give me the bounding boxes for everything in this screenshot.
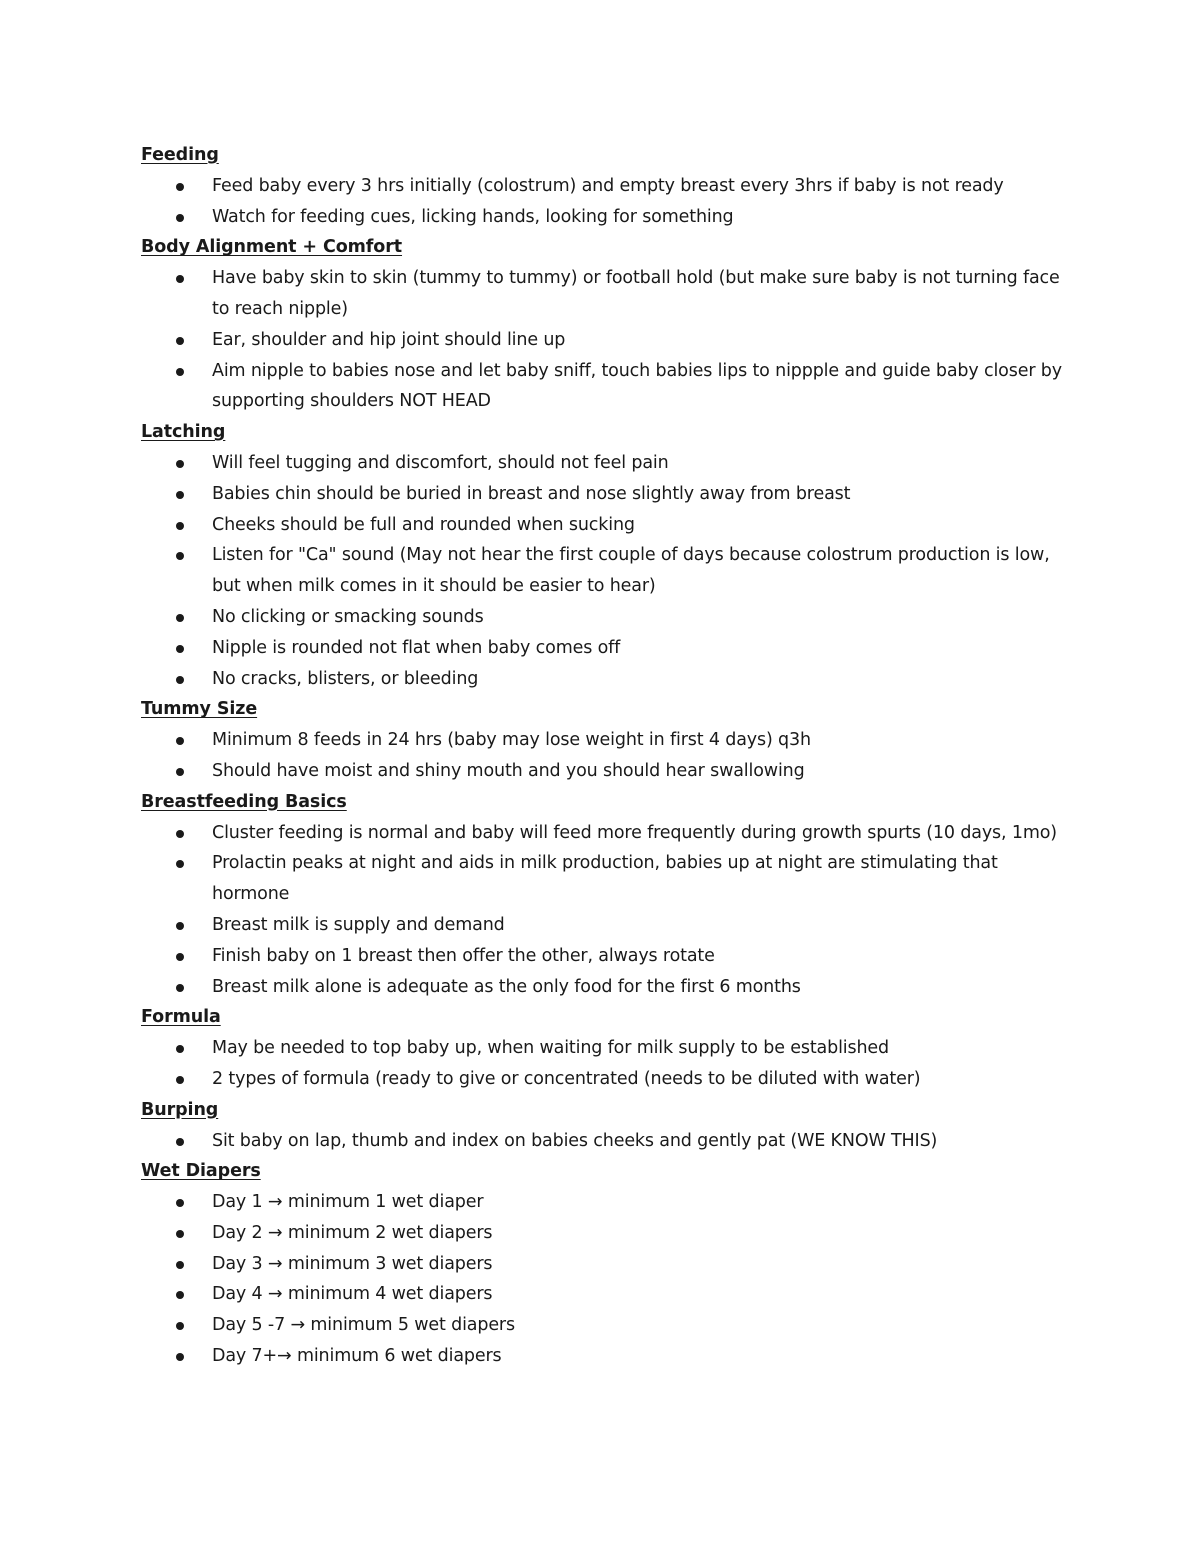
section-heading: Breastfeeding Basics: [141, 791, 347, 812]
list-item: [141, 540, 1071, 602]
bullet-icon: [176, 922, 184, 930]
bullet-icon: [176, 1076, 184, 1084]
bullet-icon: [176, 1353, 184, 1361]
bullet-icon: [176, 676, 184, 684]
list-item: [141, 1218, 1071, 1249]
bullet-icon: [176, 214, 184, 222]
bullet-icon: [176, 1045, 184, 1053]
list-item: [141, 941, 1071, 972]
list-item: [141, 1341, 1071, 1372]
bullet-icon: [176, 368, 184, 376]
bullet-icon: [176, 337, 184, 345]
bullet-icon: [176, 1199, 184, 1207]
section-wet-diapers: [141, 1156, 1071, 1372]
list-item: [141, 325, 1071, 356]
section-breastfeeding-basics: [141, 787, 1071, 1003]
list-item: [141, 202, 1071, 233]
section-heading: Burping: [141, 1099, 219, 1120]
bullet-icon: [176, 953, 184, 961]
bullet-icon: [176, 737, 184, 745]
bullet-icon: [176, 645, 184, 653]
bullet-icon: [176, 984, 184, 992]
list-item: [141, 972, 1071, 1003]
list-item: [141, 1126, 1071, 1157]
list-item-text: Ear, shoulder and hip joint should line up: [212, 329, 566, 350]
section-latching: [141, 417, 1071, 694]
bullet-icon: [176, 522, 184, 530]
list-item-text: Finish baby on 1 breast then offer the other, always rotate: [212, 945, 715, 966]
bullet-icon: [176, 1291, 184, 1299]
bullet-icon: [176, 1230, 184, 1238]
bullet-icon: [176, 491, 184, 499]
list-item-text: Cluster feeding is normal and baby will feed more frequently during growth spurts (10 days, 1mo): [212, 822, 1057, 843]
bullet-icon: [176, 460, 184, 468]
bullet-icon: [176, 1322, 184, 1330]
bullet-icon: [176, 275, 184, 283]
list-item: [141, 910, 1071, 941]
list-item-text: No cracks, blisters, or bleeding: [212, 668, 479, 689]
list-item-text: Day 3 → minimum 3 wet diapers: [212, 1253, 493, 1274]
bullet-list: [141, 1187, 1071, 1372]
bullet-icon: [176, 183, 184, 191]
list-item: [141, 1033, 1071, 1064]
bullet-icon: [176, 830, 184, 838]
bullet-list: [141, 448, 1071, 694]
list-item: [141, 510, 1071, 541]
list-item-text: 2 types of formula (ready to give or concentrated (needs to be diluted with water): [212, 1068, 921, 1089]
document-page: [141, 140, 1071, 1372]
list-item-text: No clicking or smacking sounds: [212, 606, 484, 627]
list-item: [141, 1064, 1071, 1095]
list-item-text: Day 7+→ minimum 6 wet diapers: [212, 1346, 502, 1367]
list-item: [141, 263, 1071, 325]
list-item: [141, 479, 1071, 510]
bullet-list: [141, 1033, 1071, 1095]
bullet-list: [141, 725, 1071, 787]
list-item-text: Day 2 → minimum 2 wet diapers: [212, 1222, 493, 1243]
list-item: [141, 725, 1071, 756]
bullet-icon: [176, 552, 184, 560]
list-item: [141, 1249, 1071, 1280]
list-item-text: Sit baby on lap, thumb and index on babies cheeks and gently pat (WE KNOW THIS): [212, 1130, 938, 1151]
bullet-list: [141, 171, 1071, 233]
list-item-text: Listen for "Ca" sound (May not hear the first couple of days because colostrum production is low, but when milk comes in it should be easier to hear): [212, 545, 1050, 597]
list-item-text: May be needed to top baby up, when waiting for milk supply to be established: [212, 1038, 889, 1059]
bullet-list: [141, 263, 1071, 417]
list-item-text: Breast milk is supply and demand: [212, 914, 505, 935]
list-item: [141, 1187, 1071, 1218]
section-formula: [141, 1002, 1071, 1094]
bullet-icon: [176, 1261, 184, 1269]
list-item-text: Nipple is rounded not flat when baby comes off: [212, 637, 621, 658]
list-item: [141, 633, 1071, 664]
list-item-text: Feed baby every 3 hrs initially (colostrum) and empty breast every 3hrs if baby is not ready: [212, 175, 1004, 196]
list-item-text: Day 5 -7 → minimum 5 wet diapers: [212, 1315, 515, 1336]
section-feeding: [141, 140, 1071, 232]
list-item-text: Have baby skin to skin (tummy to tummy) or football hold (but make sure baby is not turning face to reach nipple): [212, 268, 1060, 319]
section-heading: Formula: [141, 1007, 221, 1028]
section-heading: Latching: [141, 422, 226, 443]
bullet-icon: [176, 614, 184, 622]
section-heading: Feeding: [141, 145, 219, 165]
section-body-alignment: [141, 232, 1071, 417]
list-item-text: Breast milk alone is adequate as the only food for the first 6 months: [212, 976, 801, 997]
list-item: [141, 1310, 1071, 1341]
section-heading: Body Alignment + Comfort: [141, 237, 403, 258]
list-item-text: Aim nipple to babies nose and let baby sniff, touch babies lips to nippple and guide baby closer by supporting shoulders NOT HEAD: [212, 360, 1062, 412]
list-item-text: Should have moist and shiny mouth and you should hear swallowing: [212, 760, 805, 781]
bullet-list: [141, 818, 1071, 1003]
list-item: [141, 356, 1071, 418]
list-item: [141, 448, 1071, 479]
list-item: [141, 664, 1071, 695]
list-item: [141, 756, 1071, 787]
list-item-text: Watch for feeding cues, licking hands, looking for something: [212, 206, 734, 227]
section-heading: Wet Diapers: [141, 1161, 261, 1182]
list-item: [141, 602, 1071, 633]
section-burping: [141, 1095, 1071, 1157]
bullet-list: [141, 1126, 1071, 1157]
list-item: [141, 1279, 1071, 1310]
list-item-text: Babies chin should be buried in breast and nose slightly away from breast: [212, 483, 851, 504]
list-item: [141, 848, 1071, 910]
list-item: [141, 818, 1071, 849]
list-item-text: Will feel tugging and discomfort, should not feel pain: [212, 452, 669, 473]
list-item: [141, 171, 1071, 202]
bullet-icon: [176, 768, 184, 776]
section-tummy-size: [141, 694, 1071, 786]
list-item-text: Minimum 8 feeds in 24 hrs (baby may lose weight in first 4 days) q3h: [212, 730, 811, 751]
list-item-text: Day 1 → minimum 1 wet diaper: [212, 1192, 484, 1213]
bullet-icon: [176, 860, 184, 868]
section-heading: Tummy Size: [141, 699, 258, 720]
list-item-text: Day 4 → minimum 4 wet diapers: [212, 1284, 493, 1305]
list-item-text: Prolactin peaks at night and aids in milk production, babies up at night are stimulating that hormone: [212, 853, 998, 905]
bullet-icon: [176, 1138, 184, 1146]
list-item-text: Cheeks should be full and rounded when sucking: [212, 514, 635, 535]
